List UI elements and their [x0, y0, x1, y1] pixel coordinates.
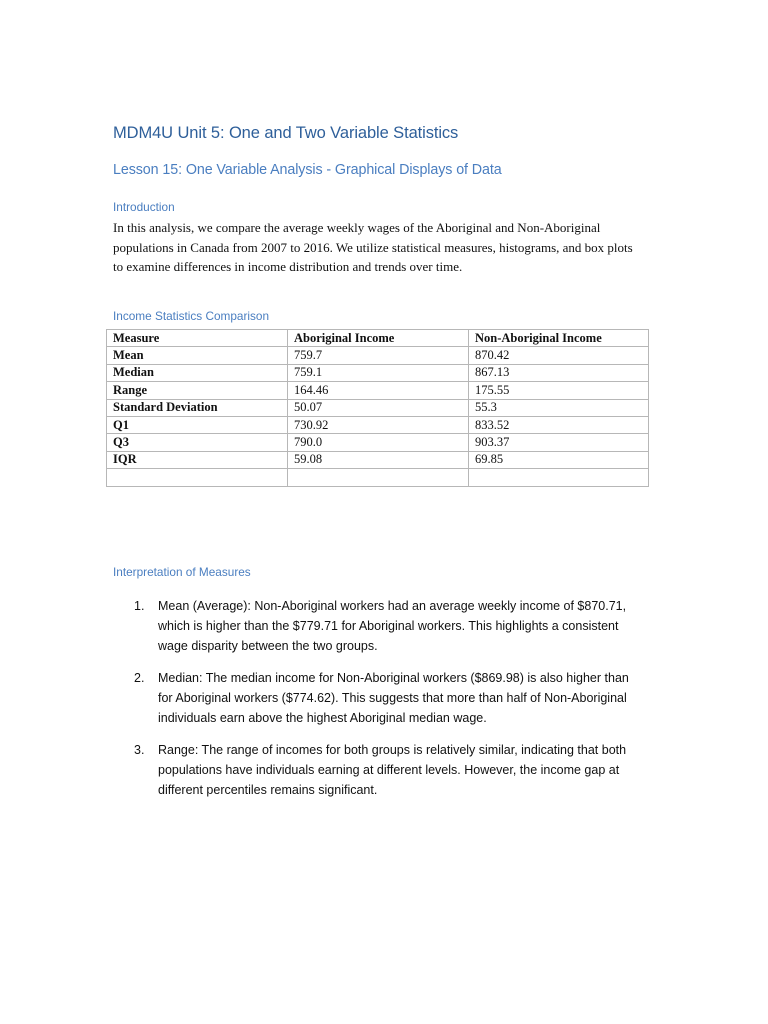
lesson-title: Lesson 15: One Variable Analysis - Graphical Displays of Data [113, 162, 502, 178]
aboriginal-value-cell: 759.7 [288, 347, 469, 364]
introduction-paragraph: In this analysis, we compare the average weekly wages of the Aboriginal and Non-Aboriginal populations in Canada from 2007 to 2016. We utilize statistical measures, histograms, and box plots to examine differences in income distribution and trends over time. [113, 220, 633, 274]
measure-cell: IQR [107, 451, 288, 468]
aboriginal-value-cell: 164.46 [288, 382, 469, 399]
measure-cell: Range [107, 382, 288, 399]
non-aboriginal-value-cell: 867.13 [469, 364, 649, 381]
income-statistics-table [106, 329, 649, 487]
table-header-row [107, 330, 649, 347]
aboriginal-value-cell: 790.0 [288, 434, 469, 451]
document-title: MDM4U Unit 5: One and Two Variable Statistics [113, 124, 459, 142]
table-row [107, 416, 649, 433]
non-aboriginal-value-cell: 833.52 [469, 416, 649, 433]
column-header-aboriginal: Aboriginal Income [288, 330, 469, 347]
aboriginal-value-cell: 50.07 [288, 399, 469, 416]
aboriginal-value-cell: 730.92 [288, 416, 469, 433]
column-header-non-aboriginal: Non-Aboriginal Income [469, 330, 649, 347]
non-aboriginal-value-cell: 175.55 [469, 382, 649, 399]
table-heading: Income Statistics Comparison [113, 309, 270, 323]
list-item-text: Median: The median income for Non-Aboriginal workers ($869.98) is also higher than for Aboriginal workers ($774.62). This suggests that more than half of Non-Aboriginal individuals earn above the highest Aboriginal median wage. [158, 671, 629, 725]
list-item-number: 1. [134, 599, 145, 613]
list-item [113, 740, 643, 800]
empty-cell [469, 469, 649, 486]
list-item [113, 668, 643, 728]
measure-cell: Median [107, 364, 288, 381]
measure-cell: Standard Deviation [107, 399, 288, 416]
list-item-text: Range: The range of incomes for both groups is relatively similar, indicating that both populations have individuals earning at different levels. However, the income gap at different percentiles remains significant. [158, 743, 627, 797]
list-item-number: 2. [134, 671, 145, 685]
table-row [107, 347, 649, 364]
non-aboriginal-value-cell: 903.37 [469, 434, 649, 451]
measure-cell: Mean [107, 347, 288, 364]
aboriginal-value-cell: 759.1 [288, 364, 469, 381]
column-header-measure: Measure [107, 330, 288, 347]
measure-cell: Q3 [107, 434, 288, 451]
table-row-empty [107, 469, 649, 486]
table-row [107, 364, 649, 381]
list-item-text: Mean (Average): Non-Aboriginal workers had an average weekly income of $870.71, which is higher than the $779.71 for Aboriginal workers. This highlights a consistent wage disparity between the two groups. [158, 599, 627, 653]
non-aboriginal-value-cell: 55.3 [469, 399, 649, 416]
introduction-heading: Introduction [113, 200, 175, 214]
non-aboriginal-value-cell: 69.85 [469, 451, 649, 468]
aboriginal-value-cell: 59.08 [288, 451, 469, 468]
table-row [107, 399, 649, 416]
measure-cell: Q1 [107, 416, 288, 433]
list-item [113, 596, 643, 656]
empty-cell [107, 469, 288, 486]
interpretation-heading: Interpretation of Measures [113, 565, 251, 579]
interpretation-list [113, 596, 643, 812]
empty-cell [288, 469, 469, 486]
list-item-number: 3. [134, 743, 145, 757]
table-row [107, 382, 649, 399]
table-row [107, 451, 649, 468]
non-aboriginal-value-cell: 870.42 [469, 347, 649, 364]
table-row [107, 434, 649, 451]
